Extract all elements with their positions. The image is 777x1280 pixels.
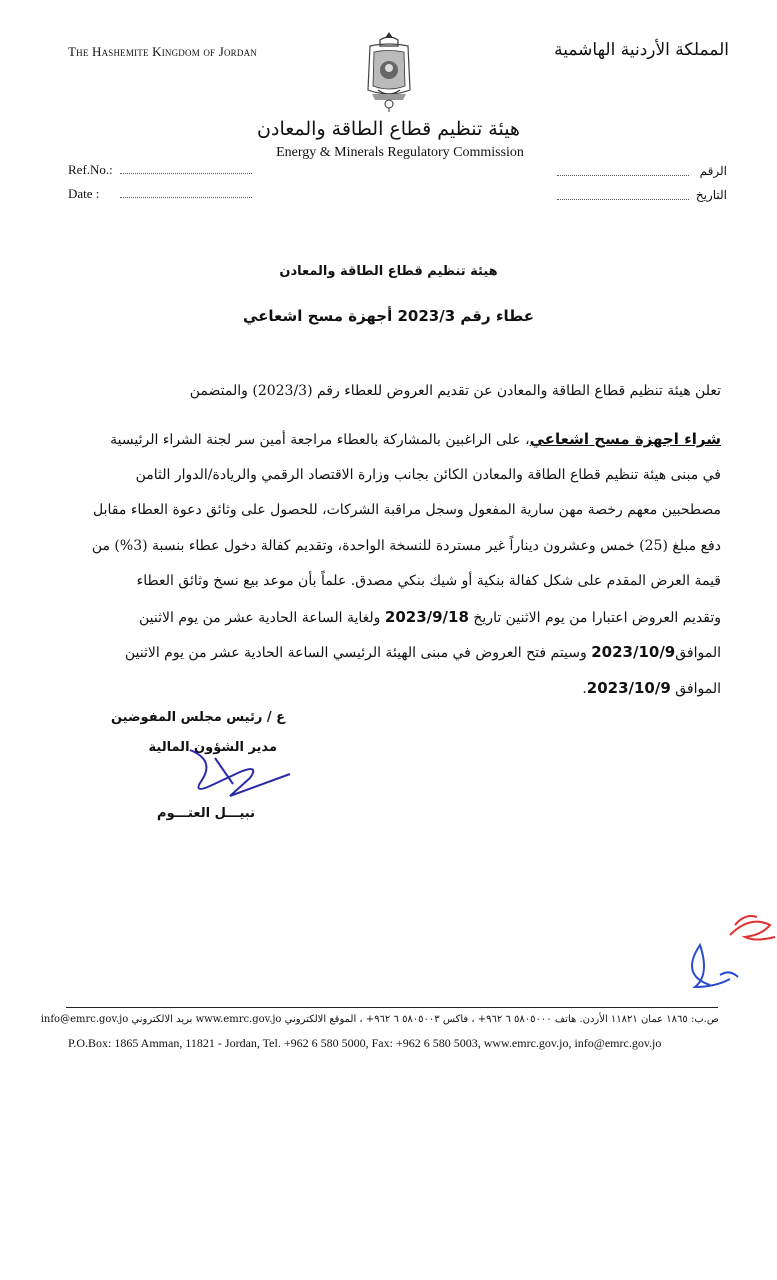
country-name-en-text: The Hashemite Kingdom of Jordan — [68, 44, 257, 59]
date-label: Date : — [68, 186, 100, 201]
body-line-4: دفع مبلغ (25) خمس وعشرون ديناراً غير مستردة للنسخة الواحدة، وتقديم كفالة دخول عطاء بنسبة (3%) من — [91, 537, 721, 554]
body-line-8 — [61, 678, 721, 714]
footer-address-ar: ص.ب: ١٨٦٥ عمان ١١٨٢١ الأردن. هاتف ٥٨٠٥٠٠٠ ٦ ٩٦٢+ ، فاكس ٥٨٠٥٠٠٣ ٦ ٩٦٢+ ، الموقع الالكتروني www.emrc.gov.jo بريد الالكتروني info@emrc.gov.jo — [40, 1014, 719, 1025]
date-label-ar: التاريخ — [695, 188, 727, 202]
deadline-date: 2023/10/9 — [591, 643, 676, 661]
date-line-ar — [557, 198, 689, 200]
document-subtitle: عطاء رقم 2023/3 أجهزة مسح اشعاعي — [243, 307, 534, 325]
handwritten-annotation — [670, 905, 777, 1015]
body-line-1 — [61, 429, 721, 465]
body-line-3: مصطحبين معهم رخصة مهن سارية المفعول وسجل مراقبة الشركات، للحصول على وثائق دعوة العطاء مقابل — [93, 502, 721, 518]
ref-no-line-ar — [557, 174, 689, 176]
body-line-6-a: وتقديم العروض اعتبارا من يوم الاثنين تاريخ — [473, 609, 721, 626]
ref-no-label-ar: الرقم — [699, 164, 727, 178]
body-line-7 — [61, 642, 721, 678]
coat-of-arms-emblem — [364, 30, 414, 112]
document-title: هيئة تنظيم قطاع الطاقة والمعادن — [279, 264, 498, 279]
start-date: 2023/9/18 — [384, 607, 469, 626]
body-line-7-b: وسيتم فتح العروض في مبنى الهيئة الرئيسي الساعة الحادية عشر من يوم الاثنين — [124, 645, 587, 661]
body-line-8-b: . — [582, 680, 587, 697]
handwritten-signature — [170, 740, 300, 800]
ref-no-label: Ref.No.: — [68, 162, 113, 177]
signatory-name: نبيـــل العتـــوم — [157, 806, 255, 821]
body-line-5: قيمة العرض المقدم على شكل كفالة بنكية أو شيك بنكي مصدق. علماً بأن موعد بيع نسخ وثائق العطاء — [136, 573, 721, 589]
body-line-7-a: الموافق — [675, 645, 721, 661]
date-line — [120, 196, 252, 198]
commission-name-en: Energy & Minerals Regulatory Commission — [276, 145, 524, 160]
body-line-1-text: ، على الراغبين بالمشاركة بالعطاء مراجعة أمين سر لجنة الشراء الرئيسية — [110, 432, 530, 448]
country-name-ar: المملكة الأردنية الهاشمية — [554, 40, 729, 60]
signatory-title: ع / رئيس مجلس المفوضين — [110, 710, 285, 725]
announcement-body — [61, 429, 721, 713]
item-name: شراء اجهزة مسح اشعاعي — [529, 430, 721, 448]
opening-date: 2023/10/9 — [586, 678, 671, 697]
signatory-position: مدير الشؤون المالية — [148, 740, 277, 755]
intro-paragraph: تعلن هيئة تنظيم قطاع الطاقة والمعادن عن تقديم العروض للعطاء رقم (2023/3) والمتضمن — [189, 383, 721, 399]
body-line-2: في مبنى هيئة تنظيم قطاع الطاقة والمعادن الكائن بجانب وزارة الاقتصاد الرقمي والريادة/الدوار الثامن — [135, 466, 721, 483]
ref-no-line — [120, 172, 252, 174]
country-name-en — [68, 44, 257, 60]
body-line-6-b: ولغاية الساعة الحادية عشر من يوم الاثنين — [139, 609, 381, 626]
footer-address-en: P.O.Box: 1865 Amman, 11821 - Jordan, Tel. +962 6 580 5000, Fax: +962 6 580 5003, www.emrc.gov.jo, info@emrc.gov.jo — [68, 1036, 662, 1050]
body-line-8-a: الموافق — [675, 680, 721, 697]
body-line-6 — [61, 607, 721, 643]
footer-divider — [66, 1007, 718, 1008]
commission-name-ar: هيئة تنظيم قطاع الطاقة والمعادن — [257, 118, 520, 140]
